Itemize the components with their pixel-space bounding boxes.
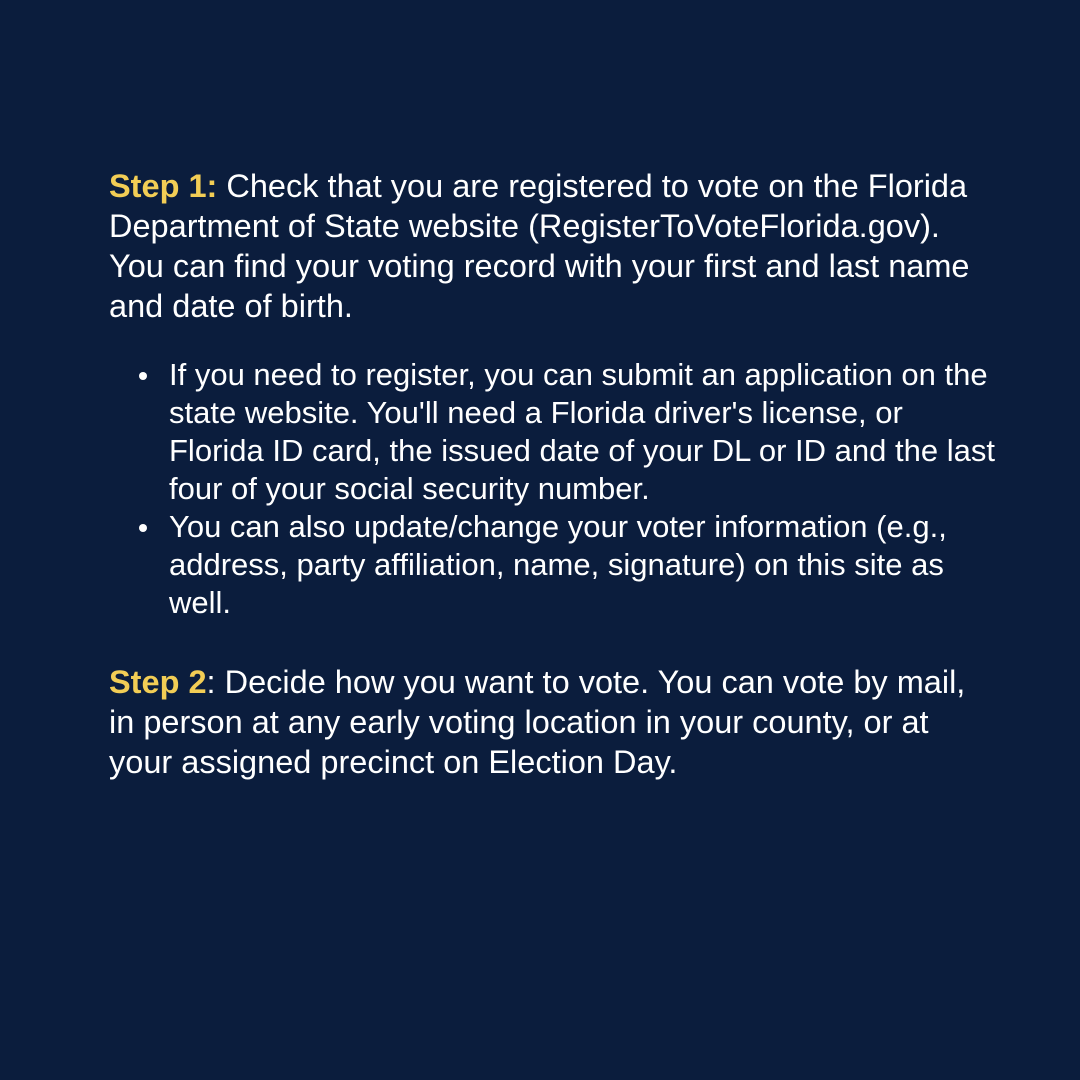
bullet-dot-icon [139,372,147,380]
step-2-text: Decide how you want to vote. You can vote by mail, in person at any early voting location in your county, or at your assigned precinct on Election Day. [109,664,966,780]
bullet-item-register [169,356,999,508]
step-1-text: Check that you are registered to vote on the Florida Department of State website (RegisterToVoteFlorida.gov). You can find your voting record with your first and last name and date of birth. [109,168,970,324]
step-2-label: Step 2 [109,664,207,700]
step-1-paragraph [109,166,999,326]
step-1-bullet-list [109,356,999,622]
step-1-label: Step 1: [109,168,218,204]
step-2-colon: : [206,664,216,700]
bullet-text: You can also update/change your voter information (e.g., address, party affiliation, name, signature) on this site as well. [169,509,947,620]
content-area [109,166,999,782]
bullet-dot-icon [139,524,147,532]
bullet-item-update [169,508,999,622]
step-2-paragraph [109,662,999,782]
bullet-text: If you need to register, you can submit an application on the state website. You'll need a Florida driver's license, or Florida ID card, the issued date of your DL or ID and the last four of your social security number. [169,357,995,506]
